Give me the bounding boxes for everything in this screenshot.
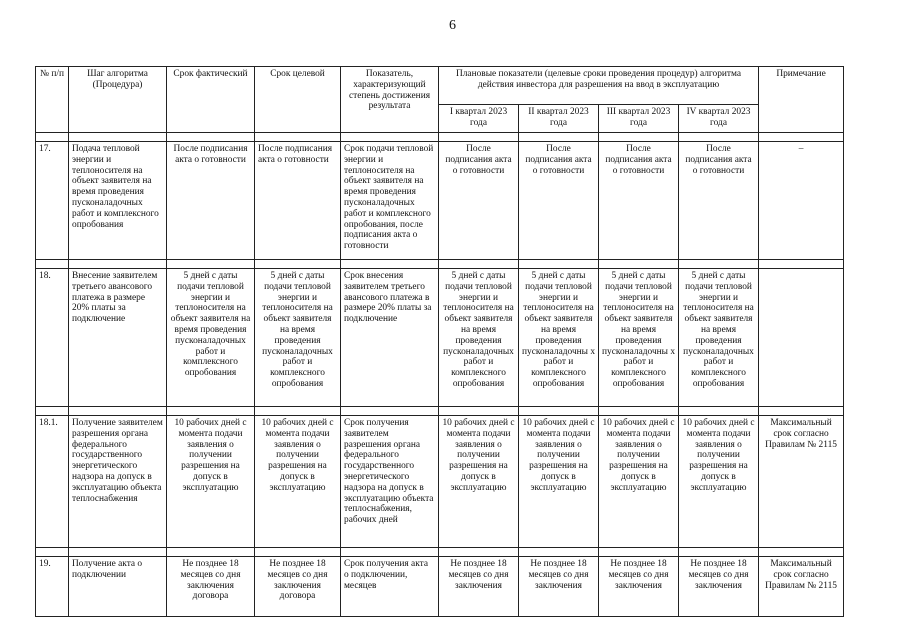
header-step: Шаг алгоритма (Процедура) xyxy=(69,67,167,133)
row-actual: 5 дней с даты подачи тепловой энергии и теплоносителя на объект заявителя на время проведения пусконаладочных работ и комплексного опробования xyxy=(167,269,255,407)
row-q3: Не позднее 18 месяцев со дня заключения xyxy=(599,557,679,617)
header-q3: III квартал 2023 года xyxy=(599,105,679,133)
row-note: Максимальный срок согласно Правилам № 2115 xyxy=(759,416,844,548)
row-step: Получение акта о подключении xyxy=(69,557,167,617)
row-actual: 10 рабочих дней с момента подачи заявления о получении разрешения на допуск в эксплуатацию xyxy=(167,416,255,548)
spacer-row xyxy=(36,260,844,269)
row-q4: Не позднее 18 месяцев со дня заключения xyxy=(679,557,759,617)
table-row xyxy=(36,557,844,617)
row-q2: Не позднее 18 месяцев со дня заключения xyxy=(519,557,599,617)
row-q1: После подписания акта о готовности xyxy=(439,142,519,260)
row-q3: 5 дней с даты подачи тепловой энергии и теплоносителя на объект заявителя на время проведения пусконаладочны х работ и комплексного опробования xyxy=(599,269,679,407)
row-step: Получение заявителем разрешения органа федерального государственного энергетического надзора на допуск в эксплуатацию объекта теплоснабжения xyxy=(69,416,167,548)
row-num: 19. xyxy=(36,557,69,617)
row-q4: 10 рабочих дней с момента подачи заявления о получении разрешения на допуск в эксплуатацию xyxy=(679,416,759,548)
row-step: Подача тепловой энергии и теплоносителя на объект заявителя на время проведения пусконаладочных работ и комплексного опробования xyxy=(69,142,167,260)
row-target: После подписания акта о готовности xyxy=(255,142,341,260)
row-actual: Не позднее 18 месяцев со дня заключения договора xyxy=(167,557,255,617)
row-q4: После подписания акта о готовности xyxy=(679,142,759,260)
row-q2: 10 рабочих дней с момента подачи заявления о получении разрешения на допуск в эксплуатацию xyxy=(519,416,599,548)
row-indicator: Срок получения акта о подключении, месяцев xyxy=(341,557,439,617)
row-note: Максимальный срок согласно Правилам № 2115 xyxy=(759,557,844,617)
row-target: 5 дней с даты подачи тепловой энергии и теплоносителя на объект заявителя на время проведения пусконаладочных работ и комплексного опробования xyxy=(255,269,341,407)
header-actual: Срок фактический xyxy=(167,67,255,133)
header-q2: II квартал 2023 года xyxy=(519,105,599,133)
procedure-table xyxy=(35,66,844,617)
row-num: 18.1. xyxy=(36,416,69,548)
header-plan: Плановые показатели (целевые сроки проведения процедур) алгоритма действия инвестора для разрешения на ввод в эксплуатацию xyxy=(439,67,759,105)
table-row xyxy=(36,142,844,260)
row-note xyxy=(759,269,844,407)
row-num: 18. xyxy=(36,269,69,407)
row-target: Не позднее 18 месяцев со дня заключения договора xyxy=(255,557,341,617)
row-indicator: Срок внесения заявителем третьего авансового платежа в размере 20% платы за подключение xyxy=(341,269,439,407)
row-q3: После подписания акта о готовности xyxy=(599,142,679,260)
row-note: – xyxy=(759,142,844,260)
header-indicator: Показатель, характеризующий степень достижения результата xyxy=(341,67,439,133)
spacer-row xyxy=(36,407,844,416)
page-number: 6 xyxy=(449,18,456,33)
row-q2: 5 дней с даты подачи тепловой энергии и теплоносителя на объект заявителя на время проведения пусконаладочны х работ и комплексного опробования xyxy=(519,269,599,407)
header-q4: IV квартал 2023 года xyxy=(679,105,759,133)
header-note: Примечание xyxy=(759,67,844,133)
row-num: 17. xyxy=(36,142,69,260)
row-q3: 10 рабочих дней с момента подачи заявления о получении разрешения на допуск в эксплуатацию xyxy=(599,416,679,548)
header-row xyxy=(36,67,844,105)
header-target: Срок целевой xyxy=(255,67,341,133)
row-q1: 10 рабочих дней с момента подачи заявления о получении разрешения на допуск в эксплуатацию xyxy=(439,416,519,548)
row-step: Внесение заявителем третьего авансового платежа в размере 20% платы за подключение xyxy=(69,269,167,407)
row-q4: 5 дней с даты подачи тепловой энергии и теплоносителя на объект заявителя на время проведения пусконаладочных работ и комплексного опробования xyxy=(679,269,759,407)
spacer-row xyxy=(36,548,844,557)
row-target: 10 рабочих дней с момента подачи заявления о получении разрешения на допуск в эксплуатацию xyxy=(255,416,341,548)
row-actual: После подписания акта о готовности xyxy=(167,142,255,260)
row-q1: 5 дней с даты подачи тепловой энергии и теплоносителя на объект заявителя на время проведения пусконаладочных работ и комплексного опробования xyxy=(439,269,519,407)
row-q1: Не позднее 18 месяцев со дня заключения xyxy=(439,557,519,617)
table-row xyxy=(36,416,844,548)
table-row xyxy=(36,269,844,407)
row-indicator: Срок подачи тепловой энергии и теплоносителя на объект заявителя на время проведения пусконаладочных работ и комплексного опробования, после подписания акта о готовности xyxy=(341,142,439,260)
header-num: № п/п xyxy=(36,67,69,133)
row-q2: После подписания акта о готовности xyxy=(519,142,599,260)
header-q1: I квартал 2023 года xyxy=(439,105,519,133)
spacer-row xyxy=(36,133,844,142)
row-indicator: Срок получения заявителем разрешения органа федерального государственного энергетического надзора на допуск в эксплуатацию объекта теплоснабжения, рабочих дней xyxy=(341,416,439,548)
